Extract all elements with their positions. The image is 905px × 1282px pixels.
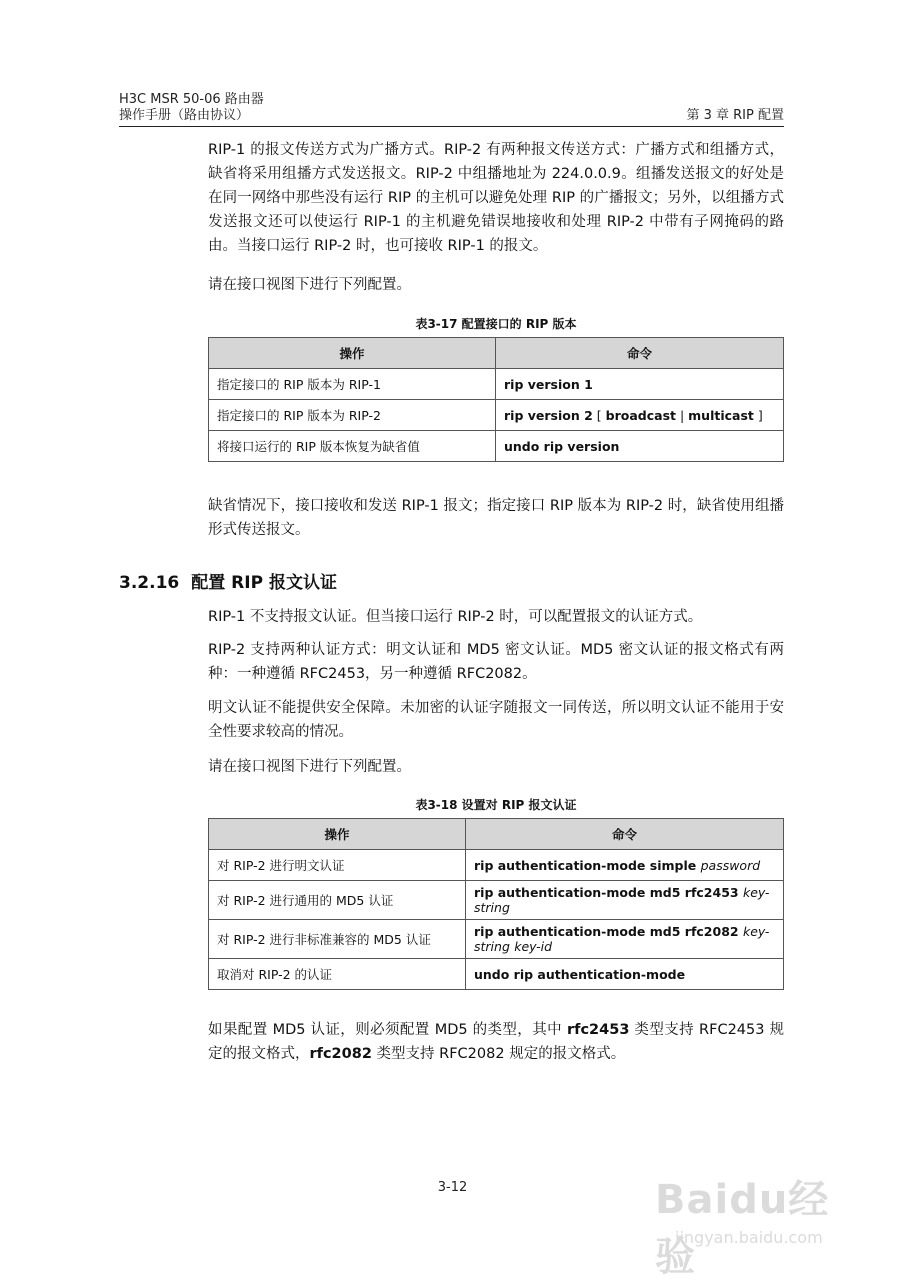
cmd-keyword: rip authentication-mode md5 rfc2082 bbox=[474, 924, 739, 939]
cmd-part: multicast bbox=[688, 407, 754, 423]
cmd-keyword: rip authentication-mode md5 rfc2453 bbox=[474, 885, 739, 900]
table-row bbox=[209, 920, 784, 959]
cmd-argument: key-string bbox=[474, 885, 770, 915]
table-cell-cmd bbox=[466, 850, 784, 881]
cmd-argument: password bbox=[700, 857, 761, 873]
cmd-separator: | bbox=[675, 407, 689, 423]
final-text: 如果配置 MD5 认证，则必须配置 MD5 的类型，其中 bbox=[208, 1022, 567, 1038]
table-cell-op: 指定接口的 RIP 版本为 RIP-1 bbox=[209, 369, 496, 400]
table-cell-op: 对 RIP-2 进行通用的 MD5 认证 bbox=[209, 881, 466, 920]
final-text: 类型支持 RFC2453 规定的报文格式， bbox=[208, 1022, 784, 1062]
final-paragraph bbox=[208, 1018, 784, 1066]
cmd-bracket: [ bbox=[592, 407, 606, 423]
cmd-part: broadcast bbox=[605, 407, 676, 423]
header-manual: 操作手册（路由协议） bbox=[119, 108, 250, 123]
section-paragraph-2: RIP-2 支持两种认证方式：明文认证和 MD5 密文认证。MD5 密文认证的报文格式有两种：一种遵循 RFC2453，另一种遵循 RFC2082。 bbox=[208, 642, 784, 682]
table-row bbox=[209, 369, 784, 400]
cmd-part: rip version 2 bbox=[504, 407, 593, 423]
table2-caption: 表3-18 设置对 RIP 报文认证 bbox=[415, 798, 577, 812]
cmd-bracket: ] bbox=[753, 407, 763, 423]
table-cell-op: 对 RIP-2 进行明文认证 bbox=[209, 850, 466, 881]
table-cell-op: 取消对 RIP-2 的认证 bbox=[209, 959, 466, 990]
table1-header-cmd: 命令 bbox=[496, 338, 784, 369]
default-note-paragraph: 缺省情况下，接口接收和发送 RIP-1 报文；指定接口 RIP 版本为 RIP-2 时，缺省使用组播形式传送报文。 bbox=[208, 498, 784, 538]
header-product: H3C MSR 50-06 路由器 bbox=[119, 92, 264, 107]
section-heading bbox=[119, 568, 337, 593]
watermark-logo-text: Baidu经验 bbox=[655, 1177, 830, 1280]
intro-paragraph: RIP-1 的报文传送方式为广播方式。RIP-2 有两种报文传送方式：广播方式和组播方式，缺省将采用组播方式发送报文。RIP-2 中组播地址为 224.0.0.9。组播发送报文的好处是在同一网络中那些没有运行 RIP 的主机可以避免处理 RIP 的广播报文；另外，以组播方式发送报文还可以使运行 RIP-1 的主机避免错误地接收和处理 RIP-2 中带有子网掩码的路由。当接口运行 RIP-2 时，也可接收 RIP-1 的报文。 bbox=[208, 142, 784, 254]
table-row bbox=[209, 400, 784, 431]
section-paragraph-1: RIP-1 不支持报文认证。但当接口运行 RIP-2 时，可以配置报文的认证方式。 bbox=[208, 609, 703, 625]
section-instruction: 请在接口视图下进行下列配置。 bbox=[208, 759, 411, 775]
intro-instruction: 请在接口视图下进行下列配置。 bbox=[208, 277, 411, 293]
final-keyword: rfc2082 bbox=[309, 1046, 372, 1062]
cmd-argument: key-string bbox=[474, 924, 770, 954]
table2 bbox=[208, 818, 784, 990]
table-cell-cmd: undo rip authentication-mode bbox=[466, 959, 784, 990]
table-cell-cmd: rip version 1 bbox=[496, 369, 784, 400]
table-row bbox=[209, 850, 784, 881]
cmd-keyword: rip authentication-mode simple bbox=[474, 857, 697, 873]
final-text: 类型支持 RFC2082 规定的报文格式。 bbox=[371, 1046, 626, 1062]
table-cell-op: 指定接口的 RIP 版本为 RIP-2 bbox=[209, 400, 496, 431]
final-keyword: rfc2453 bbox=[567, 1022, 630, 1038]
table-row bbox=[209, 881, 784, 920]
watermark-url: jingyan.baidu.com bbox=[675, 1228, 823, 1247]
table1 bbox=[208, 337, 784, 462]
header-rule bbox=[119, 126, 784, 127]
table1-header-row bbox=[209, 338, 784, 369]
header-chapter: 第 3 章 RIP 配置 bbox=[686, 108, 784, 123]
table1-caption: 表3-17 配置接口的 RIP 版本 bbox=[415, 317, 577, 331]
table-row bbox=[209, 959, 784, 990]
page-number: 3-12 bbox=[437, 1180, 468, 1195]
baidu-watermark bbox=[645, 1160, 845, 1280]
table-cell-cmd: undo rip version bbox=[496, 431, 784, 462]
table-cell-op: 对 RIP-2 进行非标准兼容的 MD5 认证 bbox=[209, 920, 466, 959]
table-cell-cmd bbox=[466, 920, 784, 959]
table-cell-cmd bbox=[496, 400, 784, 431]
table2-header-row bbox=[209, 819, 784, 850]
cmd-argument: key-id bbox=[514, 939, 553, 954]
section-paragraph-3: 明文认证不能提供安全保障。未加密的认证字随报文一同传送，所以明文认证不能用于安全性要求较高的情况。 bbox=[208, 700, 784, 740]
section-title: 配置 RIP 报文认证 bbox=[191, 573, 337, 593]
table-row bbox=[209, 431, 784, 462]
table2-header-cmd: 命令 bbox=[466, 819, 784, 850]
table1-header-op: 操作 bbox=[209, 338, 496, 369]
section-number: 3.2.16 bbox=[119, 573, 180, 593]
table2-header-op: 操作 bbox=[209, 819, 466, 850]
table-cell-op: 将接口运行的 RIP 版本恢复为缺省值 bbox=[209, 431, 496, 462]
table-cell-cmd bbox=[466, 881, 784, 920]
